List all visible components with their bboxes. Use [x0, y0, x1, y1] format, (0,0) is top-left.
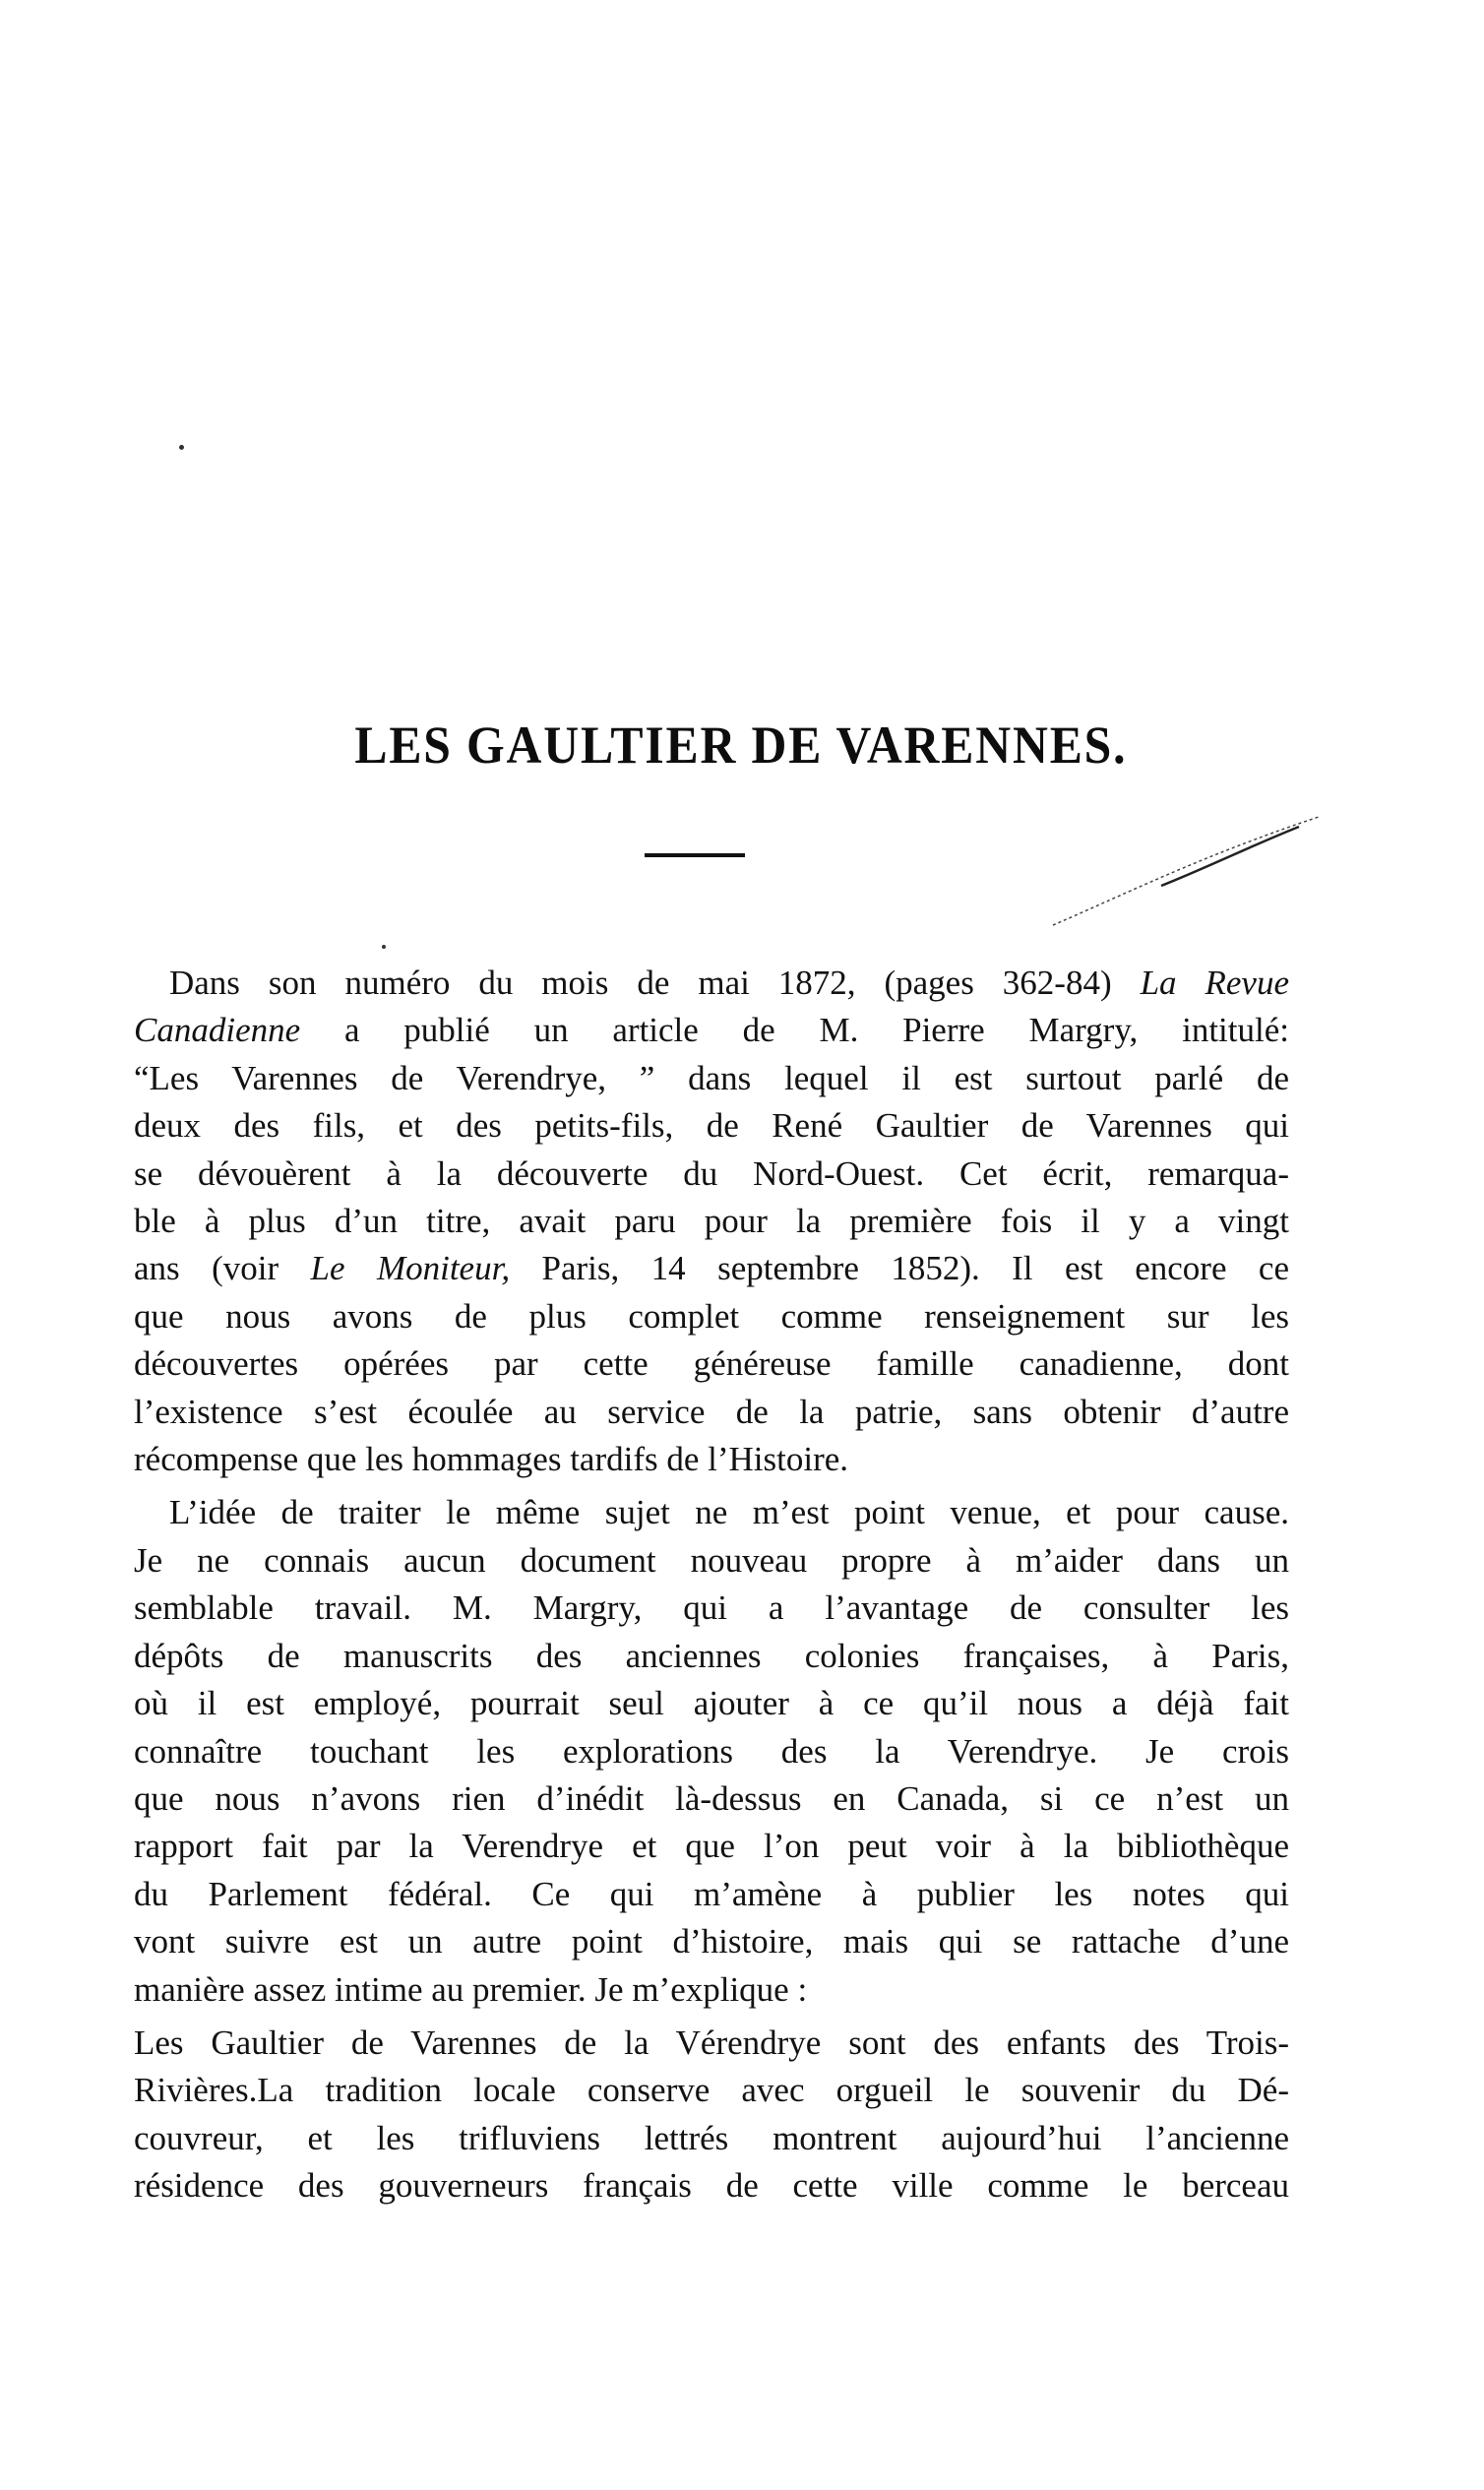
text-segment: résidence des gouverneurs français de cette ville comme le berceau [134, 2166, 1289, 2206]
text-segment: Dans son numéro du mois de mai 1872, (pages 362-84) [169, 964, 1141, 1002]
ink-speck [179, 445, 184, 450]
text-line [98, 1633, 1289, 1680]
italic-citation: Canadienne [134, 1011, 301, 1050]
text-line [98, 1102, 1289, 1150]
text-line [98, 1436, 1289, 1483]
text-line [98, 1340, 1289, 1388]
text-segment: couvreur, et les trifluviens lettrés montrent aujourd’hui l’ancienne [134, 2118, 1289, 2157]
text-line [98, 2020, 1289, 2067]
text-segment: manière assez intime au premier. Je m’explique : [134, 1969, 808, 2009]
text-line [98, 1966, 1289, 2014]
body-text [98, 960, 1289, 2216]
text-segment: connaître touchant les explorations des la Verendrye. Je crois [134, 1731, 1289, 1771]
text-segment: que nous n’avons rien d’inédit là-dessus en Canada, si ce n’est un [134, 1778, 1289, 1818]
text-segment: Je ne connais aucun document nouveau propre à m’aider dans un [134, 1540, 1289, 1580]
text-segment: ans (voir [134, 1249, 311, 1288]
ink-speck [382, 945, 386, 949]
text-line [98, 1918, 1289, 1965]
text-line [98, 1055, 1289, 1102]
text-line [98, 1489, 1289, 1536]
text-segment: Les Gaultier de Varennes de la Vérendrye sont des enfants des Trois- [134, 2023, 1289, 2062]
text-line [98, 1680, 1289, 1727]
text-line [98, 2162, 1289, 2210]
italic-citation: La Revue [1140, 964, 1289, 1002]
text-line [98, 1293, 1289, 1340]
text-segment: a publié un article de M. Pierre Margry, intitulé: [300, 1011, 1289, 1050]
text-line [98, 1198, 1289, 1245]
text-segment: découvertes opérées par cette généreuse famille canadienne, dont [134, 1344, 1289, 1384]
text-segment: dépôts de manuscrits des anciennes colonies françaises, à Paris, [134, 1636, 1289, 1675]
text-segment: L’idée de traiter le même sujet ne m’est point venue, et pour cause. [169, 1493, 1289, 1532]
text-line [98, 1585, 1289, 1632]
title-rule-divider [645, 853, 745, 857]
text-segment: Paris, 14 septembre 1852). Il est encore ce [510, 1249, 1289, 1288]
page-title: LES GAULTIER DE VARENNES. [354, 716, 1128, 776]
paragraph [98, 960, 1289, 1483]
text-line [98, 1871, 1289, 1918]
text-segment: que nous avons de plus complet comme renseignement sur les [134, 1296, 1289, 1336]
text-line [98, 960, 1289, 1007]
text-segment: récompense que les hommages tardifs de l’Histoire. [134, 1440, 849, 1479]
text-segment: vont suivre est un autre point d’histoire, mais qui se rattache d’une [134, 1922, 1289, 1961]
text-segment: où il est employé, pourrait seul ajouter à ce qu’il nous a déjà fait [134, 1684, 1289, 1723]
text-line [98, 1537, 1289, 1585]
text-line [98, 1823, 1289, 1870]
italic-citation: Le Moniteur, [310, 1249, 511, 1288]
text-segment: rapport fait par la Verendrye et que l’on peut voir à la bibliothèque [134, 1827, 1289, 1866]
text-line [98, 2067, 1289, 2114]
text-segment: Rivières.La tradition locale conserve avec orgueil le souvenir du Dé- [134, 2071, 1289, 2110]
text-line [98, 1245, 1289, 1292]
text-segment: se dévouèrent à la découverte du Nord-Ouest. Cet écrit, remarqua- [134, 1153, 1289, 1193]
text-segment: ble à plus d’un titre, avait paru pour la première fois il y a vingt [134, 1202, 1289, 1241]
pencil-mark-annotation [1043, 787, 1338, 945]
text-segment: semblable travail. M. Margry, qui a l’avantage de consulter les [134, 1588, 1289, 1628]
paragraph [98, 1489, 1289, 2013]
text-segment: l’existence s’est écoulée au service de la patrie, sans obtenir d’autre [134, 1392, 1289, 1431]
text-line [98, 1775, 1289, 1823]
text-line [98, 1389, 1289, 1436]
text-line [98, 1007, 1289, 1054]
text-line [98, 2115, 1289, 2162]
text-line [98, 1151, 1289, 1198]
text-segment: deux des fils, et des petits-fils, de René Gaultier de Varennes qui [134, 1106, 1289, 1146]
text-segment: “Les Varennes de Verendrye, ” dans lequel il est surtout parlé de [134, 1058, 1289, 1097]
paragraph [98, 2020, 1289, 2210]
text-line [98, 1728, 1289, 1775]
text-segment: du Parlement fédéral. Ce qui m’amène à publier les notes qui [134, 1874, 1289, 1913]
